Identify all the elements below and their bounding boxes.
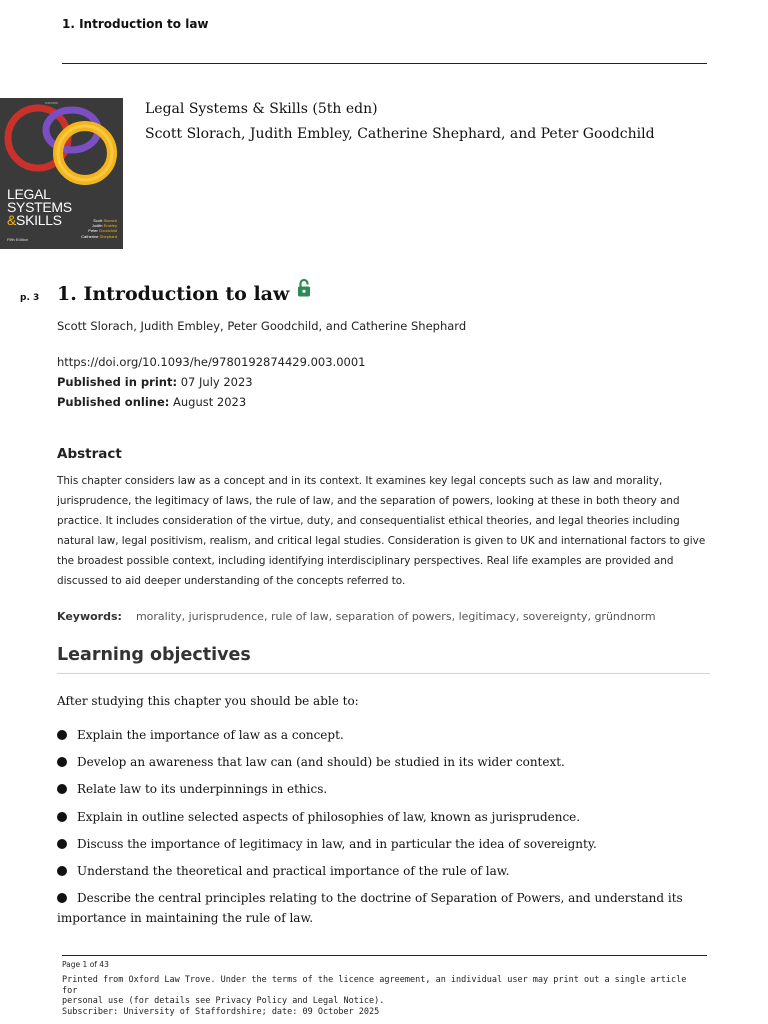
list-item: Discuss the importance of legitimacy in law, and in particular the idea of sovereignty. [57, 834, 707, 854]
top-divider [62, 63, 707, 64]
list-item: Explain in outline selected aspects of philosophies of law, known as jurisprudence. [57, 807, 707, 827]
footer-notice: Printed from Oxford Law Trove. Under the terms of the licence agreement, an individual user may print out a single article for personal use (for details see Privacy Policy and Legal Notice). Subscriber: University of Staffordshire; date: 09 October 2025 [62, 975, 687, 1017]
list-item: Relate law to its underpinnings in ethics. [57, 779, 707, 799]
book-authors: Scott Slorach, Judith Embley, Catherine Shephard, and Peter Goodchild [145, 126, 655, 142]
bullet-icon [57, 730, 67, 740]
chapter-title: 1. Introduction to law [57, 282, 311, 306]
page-marker: p. 3 [20, 293, 40, 303]
abstract-heading: Abstract [57, 446, 122, 462]
bullet-icon [57, 866, 67, 876]
keyword-link[interactable]: sovereignty [522, 610, 588, 623]
keyword-link[interactable]: separation of powers [335, 610, 452, 623]
keyword-link[interactable]: jurisprudence [188, 610, 264, 623]
published-print-date: 07 July 2023 [180, 375, 253, 389]
keywords-label: Keywords: [57, 610, 122, 623]
cover-title: LEGAL SYSTEMS &SKILLS [7, 186, 72, 228]
open-lock-icon [297, 278, 311, 302]
running-head: 1. Introduction to law [62, 17, 209, 31]
published-print-label: Published in print: [57, 375, 178, 389]
footer-page-number: Page 1 of 43 [62, 960, 109, 969]
book-info [145, 97, 655, 147]
bullet-icon [57, 784, 67, 794]
doi-link[interactable]: https://doi.org/10.1093/he/9780192874429.003.0001 [57, 355, 366, 369]
bullet-icon [57, 839, 67, 849]
bullet-icon [57, 893, 67, 903]
list-item: Understand the theoretical and practical importance of the rule of law. [57, 861, 707, 881]
keyword-link[interactable]: morality [135, 610, 182, 623]
book-cover[interactable] [0, 98, 123, 249]
chapter-authors: Scott Slorach, Judith Embley, Peter Goodchild, and Catherine Shephard [57, 319, 467, 333]
cover-authors: Scott Slorach Judith Embley Peter Goodchild Catherine Shephard [81, 218, 117, 239]
list-item: Explain the importance of law as a concept. [57, 725, 707, 745]
published-online-label: Published online: [57, 395, 170, 409]
abstract-text: This chapter considers law as a concept and in its context. It examines key legal concepts such as law and morality, jurisprudence, the legitimacy of laws, the rule of law, and the separation of powers, looking at these in both theory and practice. It includes consideration of the virtue, duty, and consequentialist ethical theories, and legal theories including natural law, legal positivism, realism, and critical legal studies. Consideration is given to UK and international factors to give the broadest possible context, including identifying interdisciplinary perspectives. Real life examples are provided and discussed to aid deeper understanding of the concepts referred to. [57, 475, 706, 587]
learning-objectives-heading: Learning objectives [57, 645, 251, 665]
bullet-icon [57, 757, 67, 767]
bullet-icon [57, 812, 67, 822]
keywords-list: morality, jurisprudence, rule of law, separation of powers, legitimacy, sovereignty, gründnorm [135, 610, 656, 623]
learning-objectives-list [57, 725, 707, 935]
list-item: Develop an awareness that law can (and should) be studied in its wider context. [57, 752, 707, 772]
learning-objectives-divider [57, 673, 710, 674]
book-title[interactable]: Legal Systems & Skills (5th edn) [145, 101, 378, 117]
publication-meta [57, 352, 365, 412]
published-online-date: August 2023 [173, 395, 247, 409]
list-item: Describe the central principles relating to the doctrine of Separation of Powers, and understand its importance in maintaining the rule of law. [57, 891, 683, 926]
footer-divider [62, 955, 707, 956]
learning-objectives-intro: After studying this chapter you should be able to: [57, 694, 359, 708]
keyword-link[interactable]: rule of law [270, 610, 329, 623]
cover-publisher: OXFORD [45, 101, 58, 105]
cover-edition: Fifth Edition [7, 237, 29, 242]
keyword-link[interactable]: gründnorm [594, 610, 656, 623]
keyword-link[interactable]: legitimacy [458, 610, 516, 623]
keywords [57, 610, 656, 623]
